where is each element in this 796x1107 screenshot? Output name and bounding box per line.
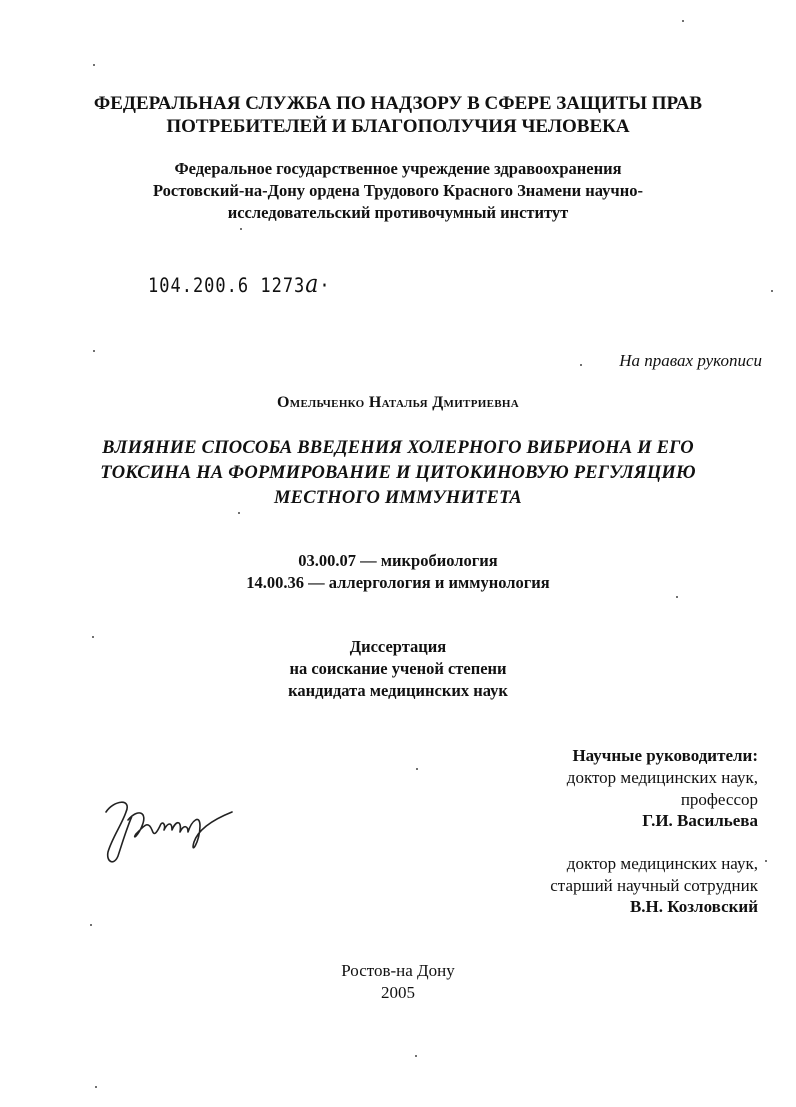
scan-speck [415, 1055, 417, 1057]
scan-speck [240, 228, 242, 230]
dissertation-line-1: Диссертация [349, 637, 447, 656]
agency-line-1: ФЕДЕРАЛЬНАЯ СЛУЖБА ПО НАДЗОРУ В СФЕРЕ ЗАЩИТЫ ПРАВ [93, 93, 703, 114]
specialty-2: 14.00.36 — аллергология и иммунология [246, 573, 550, 592]
scan-speck [93, 350, 95, 352]
supervisor-1-degree: доктор медицинских наук, [566, 768, 758, 787]
title-line-3: МЕСТНОГО ИММУНИТЕТА [274, 488, 522, 508]
title-line-1: ВЛИЯНИЕ СПОСОБА ВВЕДЕНИЯ ХОЛЕРНОГО ВИБРИОНА И ЕГО [102, 438, 694, 458]
supervisor-1-name: Г.И. Васильева [642, 811, 758, 830]
scan-speck [90, 924, 92, 926]
signature-graphic [92, 790, 242, 875]
scan-speck [580, 364, 582, 366]
scan-speck [771, 290, 773, 292]
scan-speck [92, 636, 94, 638]
scan-speck [93, 64, 95, 66]
scan-speck [676, 596, 678, 598]
scan-speck [95, 1086, 97, 1088]
city: Ростов-на Дону [341, 961, 455, 980]
registration-handwritten-suffix: а [305, 270, 320, 299]
dissertation-line-3: кандидата медицинских наук [288, 681, 508, 700]
dissertation-line-2: на соискание ученой степени [289, 659, 507, 678]
supervisor-2-name: В.Н. Козловский [629, 897, 758, 916]
scan-speck [682, 20, 684, 22]
supervisor-2-title: старший научный сотрудник [550, 876, 758, 895]
scan-speck [416, 768, 418, 770]
title-line-2: ТОКСИНА НА ФОРМИРОВАНИЕ И ЦИТОКИНОВУЮ РЕГУЛЯЦИЮ [100, 463, 696, 483]
rights-note: На правах рукописи [619, 351, 762, 370]
supervisors-heading: Научные руководители: [572, 746, 758, 765]
institution-line-3: исследовательский противочумный институт [227, 203, 569, 222]
supervisor-2-degree: доктор медицинских наук, [566, 854, 758, 873]
agency-line-2: ПОТРЕБИТЕЛЕЙ И БЛАГОПОЛУЧИЯ ЧЕЛОВЕКА [166, 116, 630, 137]
scan-speck [238, 512, 240, 514]
registration-number [148, 270, 331, 299]
year: 2005 [381, 983, 415, 1002]
registration-mark: · [319, 274, 331, 298]
specialty-1: 03.00.07 — микробиология [298, 551, 498, 570]
supervisor-1-title: профессор [680, 790, 758, 809]
scan-speck [765, 860, 767, 862]
institution-line-2: Ростовский-на-Дону ордена Трудового Красного Знамени научно- [153, 181, 643, 200]
author-name: Омельченко Наталья Дмитриевна [277, 394, 519, 411]
registration-number-digits: 104.200.6 1273 [148, 274, 306, 298]
institution-line-1: Федеральное государственное учреждение здравоохранения [174, 159, 622, 178]
